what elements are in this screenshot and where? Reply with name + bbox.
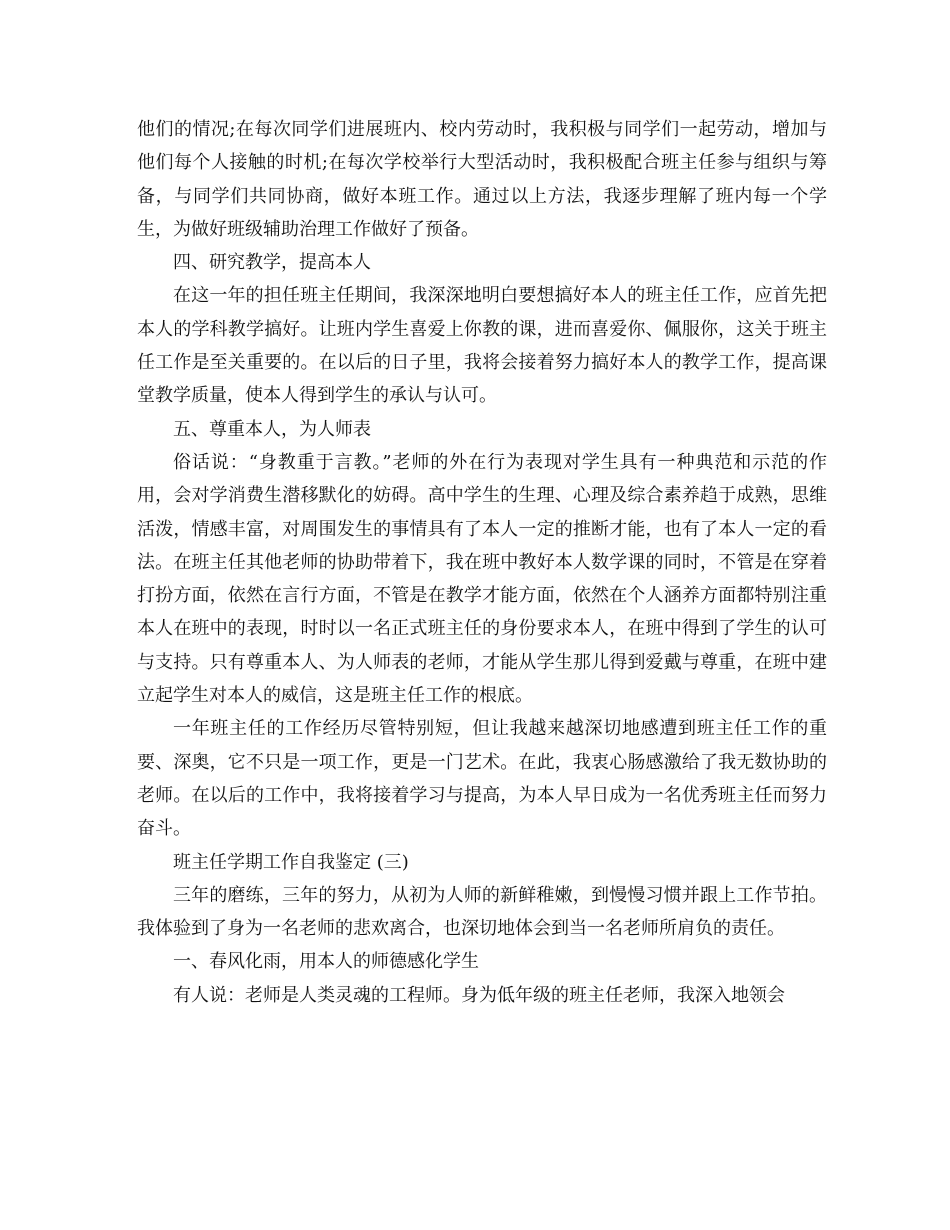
paragraph: 有人说：老师是人类灵魂的工程师。身为低年级的班主任老师，我深入地领会 [173,984,785,1006]
paragraph: 一年班主任的工作经历尽管特别短，但让我越来越深切地感遭到班主任工作的重要、深奥，它不只是一项工作，更是一门艺术。在此，我衷心肠感激给了我无数协助的老师。在以后的工作中，我将接着学习与提高，为本人早日成为一名优秀班主任而努力奋斗。 [137,718,827,840]
document-section-title: 班主任学期工作自我鉴定 (三) [173,851,409,873]
paragraph: 俗话说：“身教重于言教。”老师的外在行为表现对学生具有一种典范和示范的作用，会对学消费生潜移默化的妨碍。高中学生的生理、心理及综合素养趋于成熟，思维活泼，情感丰富，对周围发生的事情具有了本人一定的推断才能，也有了本人一定的看法。在班主任其他老师的协助带着下，我在班中教好本人数学课的同时，不管是在穿着打扮方面，依然在言行方面，不管是在教学才能方面，依然在个人涵养方面都特别注重本人在班中的表现，时时以一名正式班主任的身份要求本人，在班中得到了学生的认可与支持。只有尊重本人、为人师表的老师，才能从学生那儿得到爱戴与尊重，在班中建立起学生对本人的威信，这是班主任工作的根底。 [137,451,827,707]
paragraph: 三年的磨练，三年的努力，从初为人师的新鲜稚嫩，到慢慢习惯并跟上工作节拍。我体验到了身为一名老师的悲欢离合，也深切地体会到当一名老师所肩负的责任。 [137,884,827,940]
section-heading-4: 四、研究教学，提高本人 [173,252,371,274]
section-heading-1: 一、春风化雨，用本人的师德感化学生 [173,951,479,973]
paragraph: 在这一年的担任班主任期间，我深深地明白要想搞好本人的班主任工作，应首先把本人的学科教学搞好。让班内学生喜爱上你教的课，进而喜爱你、佩服你，这关于班主任工作是至关重要的。在以后的日子里，我将会接着努力搞好本人的教学工作，提高课堂教学质量，使本人得到学生的承认与认可。 [137,285,827,407]
paragraph-continued: 他们的情况;在每次同学们进展班内、校内劳动时，我积极与同学们一起劳动，增加与他们每个人接触的时机;在每次学校举行大型活动时，我积极配合班主任参与组织与筹备，与同学们共同协商，做好本班工作。通过以上方法，我逐步理解了班内每一个学生，为做好班级辅助治理工作做好了预备。 [137,119,827,240]
document-body [137,113,827,1012]
section-heading-5: 五、尊重本人，为人师表 [173,418,371,440]
